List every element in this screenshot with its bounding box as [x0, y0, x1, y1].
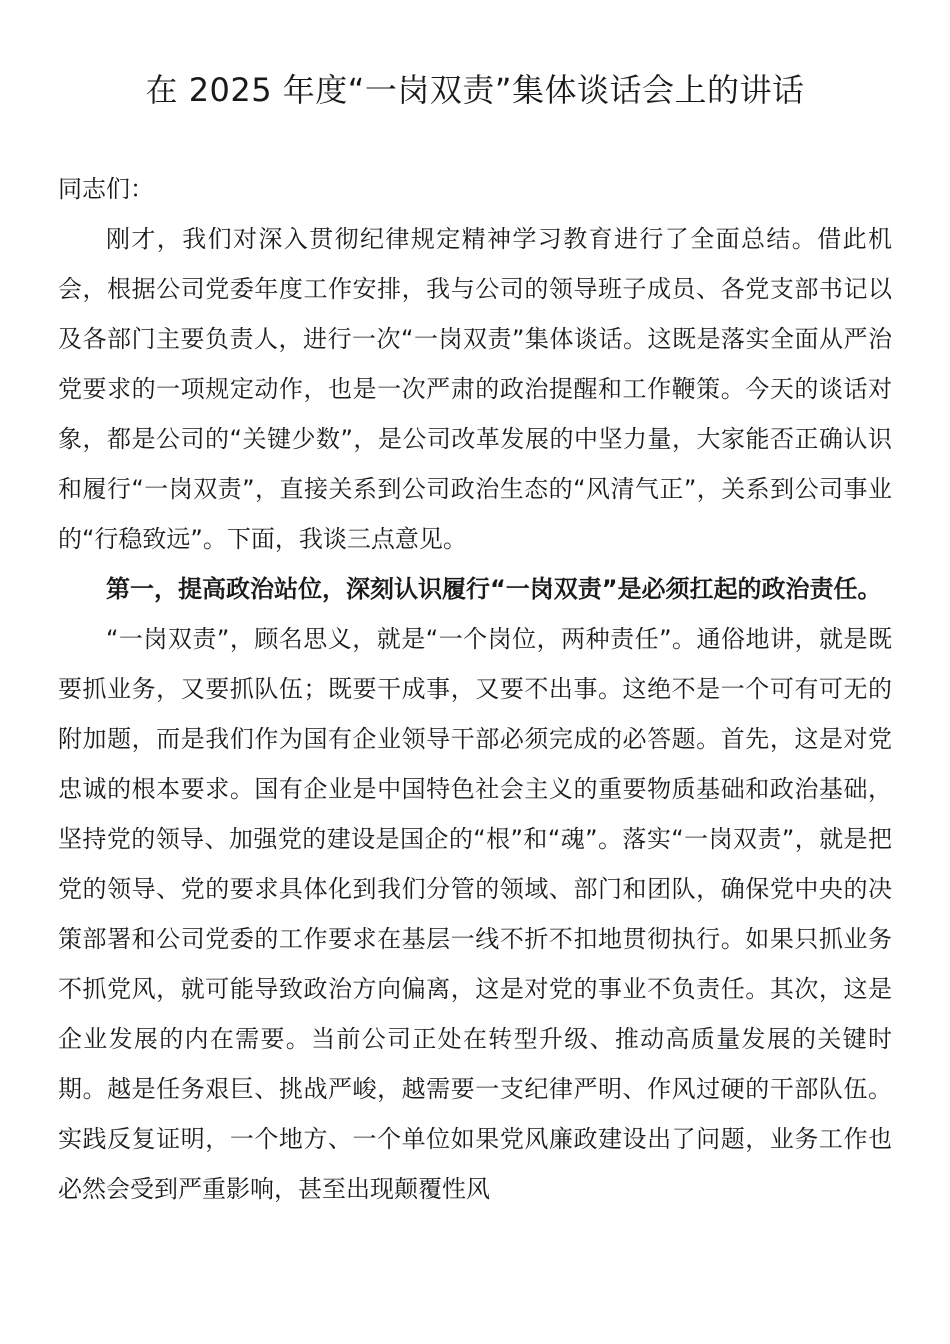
- section-heading-first: 第一，提高政治站位，深刻认识履行“一岗双责”是必须扛起的政治责任。: [106, 575, 882, 603]
- paragraph-section-one: “一岗双责”，顾名思义，就是“一个岗位，两种责任”。通俗地讲，就是既要抓业务，又要抓队伍；既要干成事，又要不出事。这绝不是一个可有可无的附加题，而是我们作为国有企业领导干部必须完成的必答题。首先，这是对党忠诚的根本要求。国有企业是中国特色社会主义的重要物质基础和政治基础，坚持党的领导、加强党的建设是国企的“根”和“魂”。落实“一岗双责”，就是把党的领导、党的要求具体化到我们分管的领域、部门和团队，确保党中央的决策部署和公司党委的工作要求在基层一线不折不扣地贯彻执行。如果只抓业务不抓党风，就可能导致政治方向偏离，这是对党的事业不负责任。其次，这是企业发展的内在需要。当前公司正处在转型升级、推动高质量发展的关键时期。越是任务艰巨、挑战严峻，越需要一支纪律严明、作风过硬的干部队伍。实践反复证明，一个地方、一个单位如果党风廉政建设出了问题，业务工作也必然会受到严重影响，甚至出现颠覆性风: [58, 625, 892, 1203]
- document-title: 在 2025 年度“一岗双责”集体谈话会上的讲话: [145, 71, 805, 109]
- paragraph-intro: 刚才，我们对深入贯彻纪律规定精神学习教育进行了全面总结。借此机会，根据公司党委年度工作安排，我与公司的领导班子成员、各党支部书记以及各部门主要负责人，进行一次“一岗双责”集体谈话。这既是落实全面从严治党要求的一项规定动作，也是一次严肃的政治提醒和工作鞭策。今天的谈话对象，都是公司的“关键少数”，是公司改革发展的中坚力量，大家能否正确认识和履行“一岗双责”，直接关系到公司政治生态的“风清气正”，关系到公司事业的“行稳致远”。下面，我谈三点意见。: [58, 225, 892, 553]
- salutation: 同志们：: [58, 175, 154, 203]
- document-body: [58, 164, 892, 1214]
